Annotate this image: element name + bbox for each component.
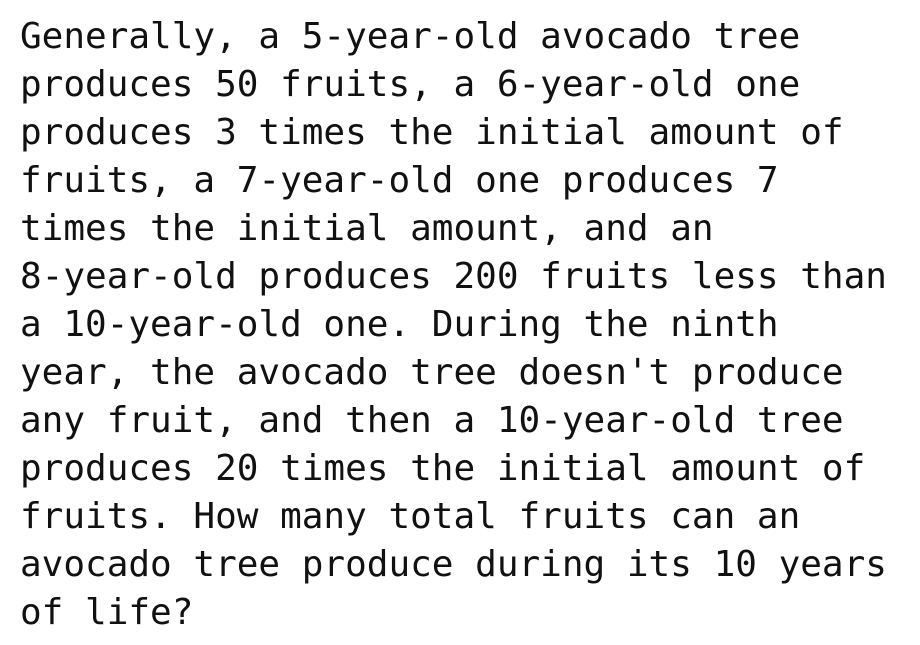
problem-line: times the initial amount, and an	[20, 208, 714, 249]
problem-line: fruits, a 7-year-old one produces 7	[20, 160, 779, 201]
problem-line: of life?	[20, 592, 194, 633]
problem-line: a 10-year-old one. During the ninth	[20, 304, 779, 345]
problem-line: avocado tree produce during its 10 years	[20, 544, 887, 585]
problem-line: fruits. How many total fruits can an	[20, 496, 801, 537]
problem-line: any fruit, and then a 10-year-old tree	[20, 400, 844, 441]
problem-text	[20, 13, 915, 637]
problem-line: 8-year-old produces 200 fruits less than	[20, 256, 887, 297]
problem-line: year, the avocado tree doesn't produce	[20, 352, 844, 393]
problem-line: produces 3 times the initial amount of	[20, 112, 844, 153]
problem-line: Generally, a 5-year-old avocado tree	[20, 16, 801, 57]
problem-line: produces 50 fruits, a 6-year-old one	[20, 64, 801, 105]
problem-line: produces 20 times the initial amount of	[20, 448, 866, 489]
